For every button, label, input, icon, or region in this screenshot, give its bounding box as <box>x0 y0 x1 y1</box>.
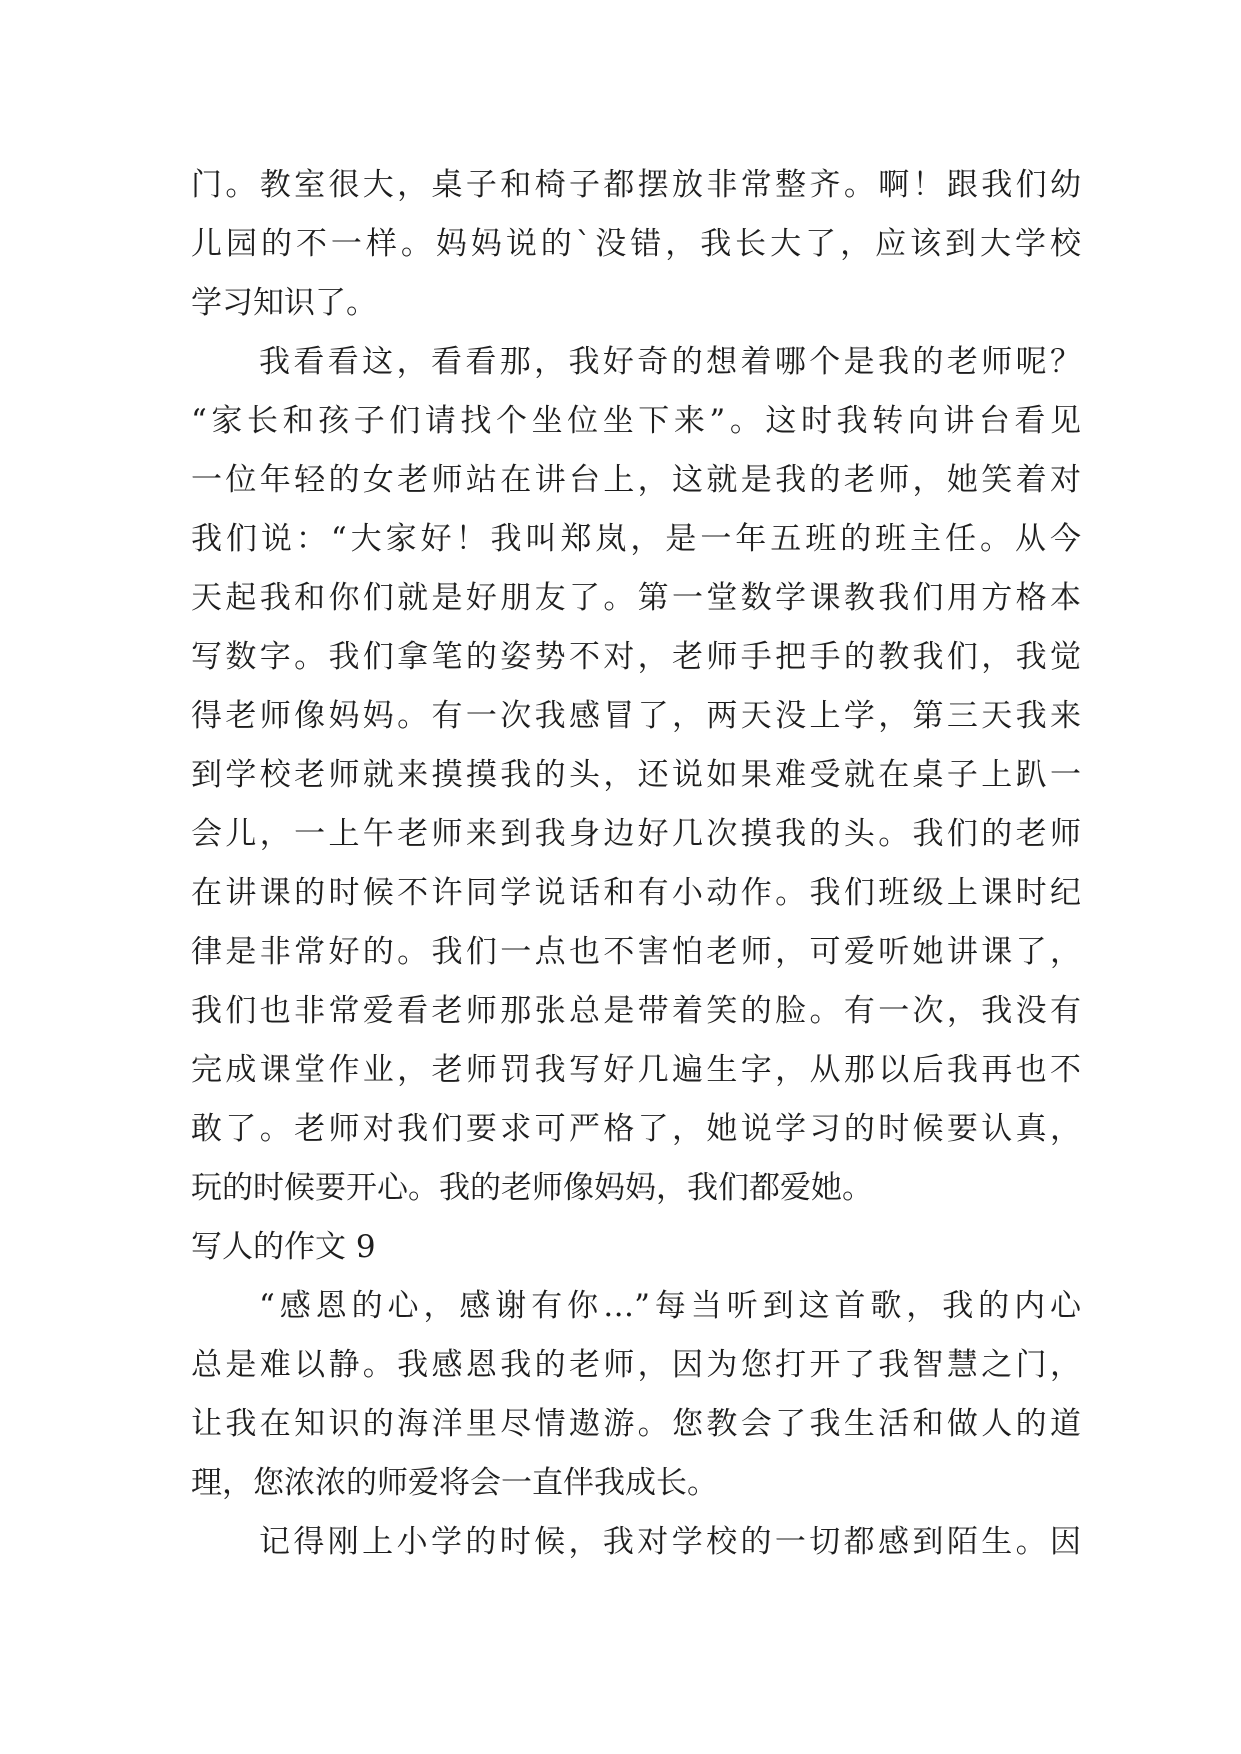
text-line: 理，您浓浓的师爱将会一直伴我成长。 <box>191 1465 718 1501</box>
text-line: 我们说：“大家好！我叫郑岚，是一年五班的班主任。从今 <box>191 521 1081 557</box>
text-line: 门。教室很大，桌子和椅子都摆放非常整齐。啊！跟我们幼 <box>191 167 1081 203</box>
text-line: 我看看这，看看那，我好奇的想着哪个是我的老师呢？ <box>259 344 1081 380</box>
text-line: 天起我和你们就是好朋友了。第一堂数学课教我们用方格本 <box>191 580 1081 616</box>
text-line: 总是难以静。我感恩我的老师，因为您打开了我智慧之门， <box>191 1347 1081 1383</box>
text-line: 一位年轻的女老师站在讲台上，这就是我的老师，她笑着对 <box>191 462 1081 498</box>
text-line: “家长和孩子们请找个坐位坐下来”。这时我转向讲台看见 <box>191 403 1081 439</box>
text-line: 敢了。老师对我们要求可严格了，她说学习的时候要认真， <box>191 1111 1081 1147</box>
essay-text <box>191 156 1081 1572</box>
text-line: 到学校老师就来摸摸我的头，还说如果难受就在桌子上趴一 <box>191 757 1081 793</box>
text-line: 我们也非常爱看老师那张总是带着笑的脸。有一次，我没有 <box>191 993 1081 1029</box>
text-line: 写数字。我们拿笔的姿势不对，老师手把手的教我们，我觉 <box>191 639 1081 675</box>
text-line: “感恩的心，感谢有你…”每当听到这首歌，我的内心 <box>259 1288 1081 1324</box>
section-heading: 写人的作文 9 <box>191 1229 376 1265</box>
text-line: 会儿，一上午老师来到我身边好几次摸我的头。我们的老师 <box>191 816 1081 852</box>
text-line: 完成课堂作业，老师罚我写好几遍生字，从那以后我再也不 <box>191 1052 1081 1088</box>
text-line: 学习知识了。 <box>191 285 377 321</box>
text-line: 记得刚上小学的时候，我对学校的一切都感到陌生。因 <box>259 1524 1081 1560</box>
text-line: 在讲课的时候不许同学说话和有小动作。我们班级上课时纪 <box>191 875 1081 911</box>
text-line: 儿园的不一样。妈妈说的`没错，我长大了，应该到大学校 <box>191 226 1081 262</box>
text-line: 玩的时候要开心。我的老师像妈妈，我们都爱她。 <box>191 1170 873 1206</box>
text-line: 得老师像妈妈。有一次我感冒了，两天没上学，第三天我来 <box>191 698 1081 734</box>
text-line: 让我在知识的海洋里尽情遨游。您教会了我生活和做人的道 <box>191 1406 1081 1442</box>
text-line: 律是非常好的。我们一点也不害怕老师，可爱听她讲课了， <box>191 934 1081 970</box>
